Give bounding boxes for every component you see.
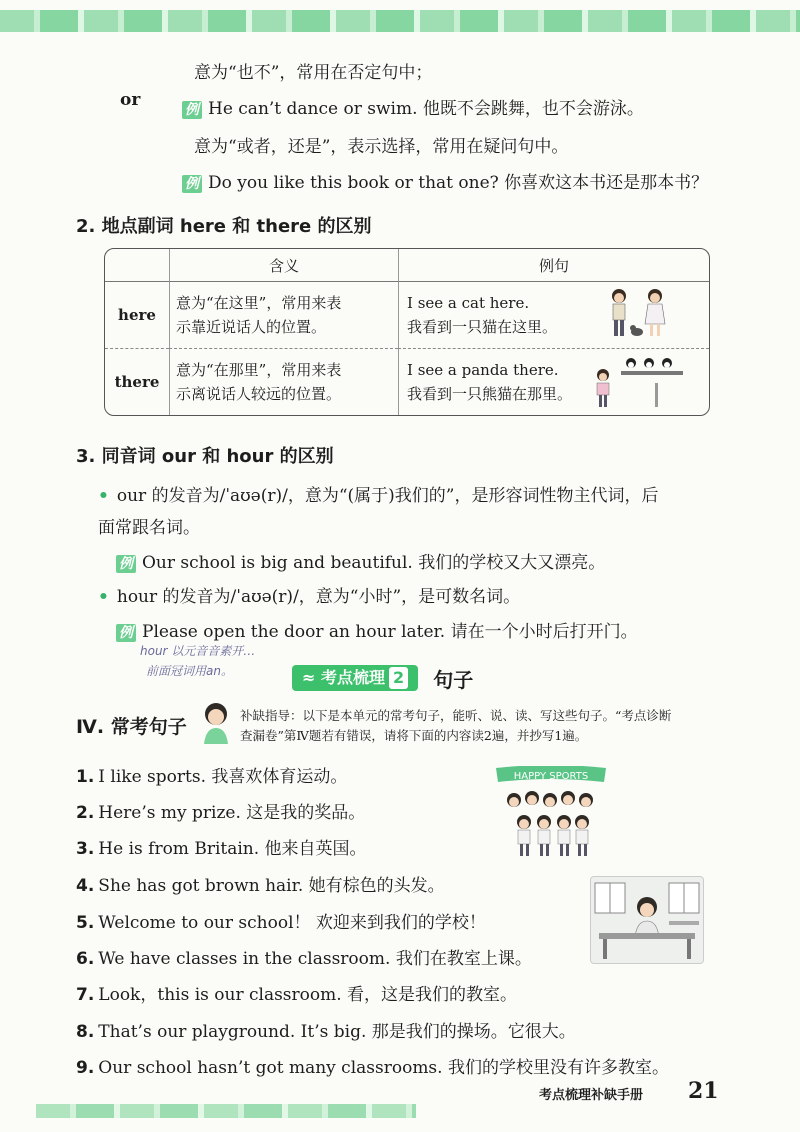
our-explanation-line-1: • our 的发音为/ˈaʊə(r)/，意为“(属于)我们的”，是形容词性物主代词，后 <box>98 486 659 506</box>
badge-title: 句子 <box>433 668 474 692</box>
classroom-illustration <box>590 876 704 964</box>
page-number: 21 <box>688 1078 719 1104</box>
table-row <box>105 282 709 349</box>
sentence-number: 6. <box>76 949 95 969</box>
bottom-decorative-band <box>36 1104 416 1118</box>
sentence-item <box>76 871 445 896</box>
or-meaning-2: 意为“或者，还是”，表示选择，常用在疑问句中。 <box>194 137 569 157</box>
sentence-number: 7. <box>76 985 95 1005</box>
kids-with-cat-illustration <box>603 286 673 342</box>
teacher-avatar-icon <box>198 700 234 744</box>
or-word: or <box>120 90 141 110</box>
sentence-text: Our school hasn’t got many classrooms. 我们的学校里没有许多教室。 <box>98 1058 669 1078</box>
sentence-text: We have classes in the classroom. 我们在教室上课。 <box>98 949 532 969</box>
sentence-number: 3. <box>76 839 95 859</box>
or-example-1: 例 He can’t dance or swim. 他既不会跳舞，也不会游泳。 <box>182 94 644 119</box>
sentence-item <box>76 834 367 859</box>
meaning-cell: 意为“在这里”，常用来表 示靠近说话人的位置。 <box>169 282 398 349</box>
term-cell: there <box>114 373 160 391</box>
hour-explanation: • hour 的发音为/ˈaʊə(r)/，意为“小时”，是可数名词。 <box>98 587 521 607</box>
sentence-text: I like sports. 我喜欢体育运动。 <box>98 767 348 787</box>
example-tag: 例 <box>116 555 136 573</box>
sentence-text: He is from Britain. 他来自英国。 <box>98 839 367 859</box>
sentence-item <box>76 944 532 969</box>
term-cell: here <box>105 282 169 349</box>
our-explanation-line-2: 面常跟名词。 <box>98 518 200 538</box>
table-header-row <box>105 249 709 282</box>
sentence-item <box>76 1053 669 1078</box>
top-decorative-band <box>0 10 800 32</box>
table-header-meaning: 含义 <box>169 249 398 282</box>
bullet-icon: • <box>98 587 109 607</box>
meaning-cell: 意为“在那里”，常用来表 示离说话人较远的位置。 <box>169 349 398 415</box>
sentence-item <box>76 980 517 1005</box>
or-meaning-1: 意为“也不”，常用在否定句中； <box>194 63 433 83</box>
hour-example: 例 Please open the door an hour later. 请在一个小时后打开门。 <box>116 617 638 642</box>
happy-sports-illustration <box>494 766 608 858</box>
table-row <box>105 349 709 415</box>
handwritten-note-1: hour 以元音音素开… <box>140 644 256 658</box>
sentence-text: That’s our playground. It’s big. 那是我们的操场。它很大。 <box>98 1022 576 1042</box>
our-example: 例 Our school is big and beautiful. 我们的学校又大又漂亮。 <box>116 548 605 573</box>
example-tag: 例 <box>182 101 202 119</box>
sentence-number: 1. <box>76 767 95 787</box>
sentence-text: She has got brown hair. 她有棕色的头发。 <box>98 876 445 896</box>
topic-badge: ≈ 考点梳理 2 句子 <box>292 664 473 690</box>
sentence-item <box>76 762 347 787</box>
guidance-text: 补缺指导：以下是本单元的常考句子，能听、说、读、写这些句子。“考点诊断 查漏卷”第Ⅳ题若有错误，请将下面的内容读2遍，并抄写1遍。 <box>240 708 672 743</box>
example-cell: I see a cat here. 我看到一只猫在这里。 <box>398 282 709 349</box>
banner-text: HAPPY SPORTS <box>513 771 589 782</box>
sentence-number: 2. <box>76 803 95 823</box>
sentence-item <box>76 908 486 933</box>
wave-icon: ≈ <box>302 668 316 687</box>
sentence-text: Here’s my prize. 这是我的奖品。 <box>98 803 366 823</box>
example-tag: 例 <box>116 624 136 642</box>
section-3-title: 3. 同音词 our 和 hour 的区别 <box>76 446 334 467</box>
kids-with-panda-illustration <box>591 353 687 409</box>
table-header-example: 例句 <box>398 249 709 282</box>
sentence-number: 8. <box>76 1022 95 1042</box>
section-2-title: 2. 地点副词 here 和 there 的区别 <box>76 216 372 237</box>
example-cell: I see a panda there. 我看到一只熊猫在那里。 <box>398 349 709 415</box>
here-there-table <box>104 248 710 416</box>
sentence-item <box>76 1017 576 1042</box>
section-4-title: Ⅳ. 常考句子 <box>76 716 187 738</box>
sentence-number: 9. <box>76 1058 95 1078</box>
sentence-text: Welcome to our school！ 欢迎来到我们的学校！ <box>98 913 486 933</box>
sentence-item <box>76 798 365 823</box>
example-tag: 例 <box>182 175 202 193</box>
sentence-number: 5. <box>76 913 95 933</box>
bullet-icon: • <box>98 486 109 506</box>
table-header-blank <box>105 249 169 282</box>
or-example-2: 例 Do you like this book or that one? 你喜欢这本书还是那本书？ <box>182 168 708 193</box>
footer-book-title: 考点梳理补缺手册 <box>539 1088 644 1103</box>
sentence-number: 4. <box>76 876 95 896</box>
sentence-text: Look，this is our classroom. 看，这是我们的教室。 <box>98 985 518 1005</box>
handwritten-note-2: 前面冠词用an。 <box>146 664 233 678</box>
